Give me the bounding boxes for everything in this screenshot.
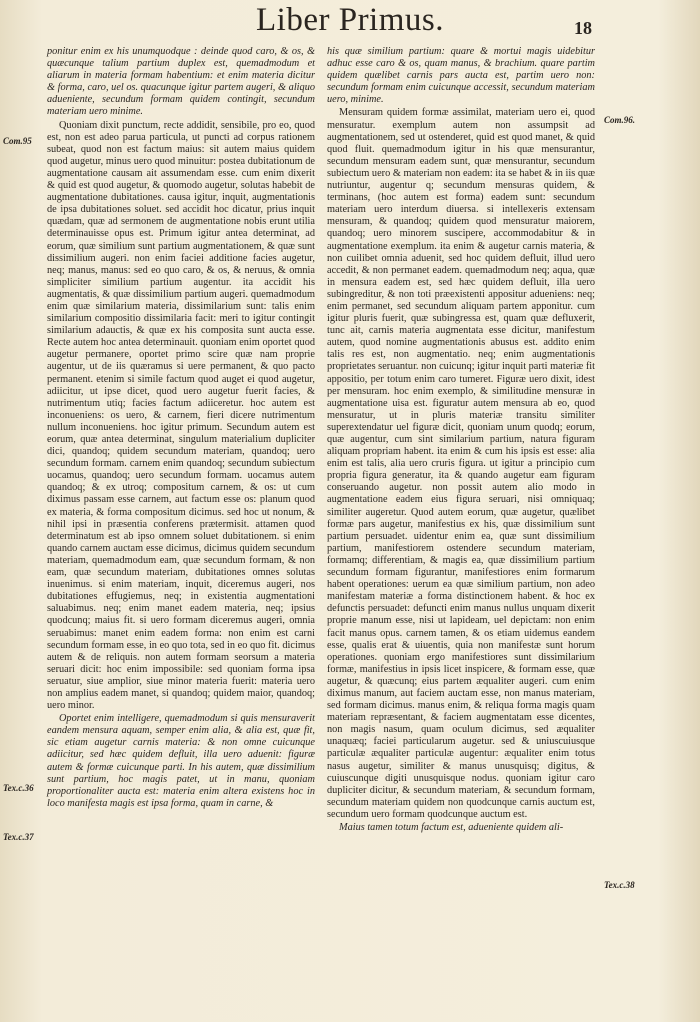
page-title: Liber Primus.: [256, 2, 444, 38]
margin-note-tex38: Tex.c.38: [604, 880, 635, 890]
margin-note-tex36: Tex.c.36: [3, 783, 34, 793]
margin-note-tex37: Tex.c.37: [3, 832, 34, 842]
left-commentary-95: Quoniam dixit punctum, recte addidit, sensibile, pro eo, quod est, non est adeo parua particula, ut puncti ad corpus rationem subeat, quod non est factum maius: sit autem maius quidem quod augetur, minus uero quod minuitur: postea dubitationum de augmentatione causam ait assumendam esse. cum enim dixerit & quid est quod augetur, & quomodo augetur, solutas habebit de augmentatione dubitationes. causa igitur, inquit, augmentationis de ipsa dubitationes soluet. sed accidit hoc dicatur, prius inquit quædam, quæ ad sermonem de augmentatione nobis erunt utilia determinauisse opus est. Primum igitur antea determinat, ad eorum, quæ similium sunt partium augmentationem, & quæ sunt dissimilium augeri. non enim faciei additione facies augetur, neq; manus, manus: sed eo quo caro, & os, & neruus, & omnia simpliciter similium partium augentur. ita accidit his augmentatis, & quæ dissimilium partium augeri. quemadmodum enim quæ similarium materia, dissimilarium sunt: talis enim similarium compositio dissimilaria facit: meri to igitur contingit similarium adauctis, & quæ ex his composita sunt aucta esse. Recte autem hoc antea determinauit. quoniam enim oportet quod augetur permanere, oportet primo scire quæ nam proprie augentur, ut de iis quæramus si uere permanent, & quo pacto permanent. etenim si simile factum quod auget ei quod augetur, adiicitur, ut ipse dicet, quod uero augetur fuerit facies, & nutrimentum utiq; facies factum adiiceretur. hoc autem est inconueniens: os uero, & carnem, fieri dicere nutrimentum nullum inconueniens. hoc igitur primum. Secundum autem est eorum, quæ antea determinat, singulum materialium dupliciter dici, quandoq; quidem secundum materiam, quandoq; uero secundum formam. carnem enim quandoq; secundum subiectum uocamus, quandoq; uero secundum formam. uocamus autem quandoq; & ex utroq; compositum carnem, & os: ut cum diximus passam esse carnem, aut factum esse os: planum quod ex materia, & forma compositum dicimus. sed hoc ut nonum, & nihil ipsi in præsentia conferens prætermisit. attamen quod determinatum est ab ipso omnem soluet dubitationem. si enim quando carnem auctam esse dicimus, dicimus quidem secundum materiam, quemadmodum eam, quæ secundum formam, & non eam, quæ secundum materiam, dubitationes omnes solutas inuenimus. si enim materiam, inquit, diceremus augeri, nos dubitationes effugiemus, neq; in existentia augmentationi saluabimus. neq; enim manet eadem materia, neq; ipsius quodcunq; maius fit. si uero formam diceremus augeri, omnia seruabimus: manet enim eadem forma: non enim est carni secundum formam esse, in eo quo tota, sed in eo quo fit. dicimus autem & de reliquis. non autem formam seorsum a materia seruari dicit: hoc enim impossibile: sed quoniam forma ipsa seruatur, siue amplior, siue minor materia fuerit: materia uero non amplius eadem manet, si quandoq; quidem maior, quandoq; uero minor.: [47, 119, 315, 712]
margin-note-com96: Com.96.: [604, 115, 636, 125]
right-commentary-96: Mensuram quidem formæ assimilat, materiam uero ei, quod mensuratur. exemplum autem non assumpsit ad augmentationem, sed ut ostenderet, quid est quod manet, & quid quod fluit. quemadmodum igitur in his quæ mensurantur, secundum mensuram eadem sunt, quæ mensurantur, secundum subiectum uero & materiam non eadem: ita se habet & in iis quæ nutriuntur, augentur q; secundum mensuras quidem, & terminans, (hoc autem est forma) eadem sunt: secundum materiam uero interdum diuersa. si intellexeris extensam mensuram, & quandoq; quidem quod mensuratur maiorem, quandoq; uero minorem suscipere, accommodabitur & in augmentatione exemplum. ita enim & augetur carnis materia, & non cuilibet omnia aduenit, sed hoc quidem defluit, illud uero accedit, & non permanet eadem. quemadmodum neq; aqua, quæ in mensura eadem est, sed hæc quidem defluit, illa uero subingreditur, & non toti præexistenti appositur adueniens: neq; enim permanet, sed secundum aliquam partem apponitur. cum igitur pluris fuerit, quæ subingressa est, quam quæ defluxerit, tunc ait, carnis materia augmentata esse dicitur, manifestum autem, quod nomine augmentationis abusus est. addito enim talis res est, non augmentatio. neq; enim augmentationis proprietates seruantur. non cuicunq; igitur inquit parti materiæ fit appositio, per totum enim caro tumeret. Figuræ uero dixit, idest per mensuram. hoc enim exemplo, & similitudine mensuræ in augmentatione uisa est. figuratur autem mensura ab eo, quod mensuratur, ut in pluris materiæ transitu similiter superextendatur uel figuræ dicit, quoniam unum quodq; eorum, quæ augentur, cum sint similarium partium, natura figuram aliquam propriam habent. ita enim & cum his ipsis est esse: alia enim est talis, alia uero cruris figura. ut igitur a principio cum propria figura generatur, ita & quando augetur eam figuram conseruando augetur. non possit autem alio modo in augmentatione eadem eius figura seruari, nisi omniquaq; similiter augeretur. Quod autem eorum, quæ augetur, quælibet formæ pars augetur, manifestius ex his, quæ dissimilium sunt partium persuadet. uidentur enim ea, quæ sunt dissimilium partium, manifestiorem ostendere secundum materiam, formamq; differentiam, & magis ea, quæ dissimilium partium secundum formam figurantur, manifestiores enim formarum habent operationes: uerum ea quæ similium partium, non adeo manifestam materiæ a forma distinctionem habent. & hoc ex defunctis persuadet: defuncti enim manus nullus unquam dixerit proprie manum esse, nisi ut lapideam, uel depictam: non enim facit manus opus. carnem tamen, & os etiam uidemus eandem esse, qualis erat & uiuentis, quia non manifestæ sunt horum operationes. quoniam ergo manifestiores sunt dissimilarium formæ, manifestius in ipsis licet inspicere, & formam esse, quæ augetur, & quæcunq; eius partem æqualiter augeri. cum enim diximus manum, aut faciem auctam esse, non manus materiam, sed formam dicimus. manus enim, & reliqua forma magis quam materiam repræsentant, & faciem augmentatam esse dicentes, non magis nasum, quam oculum dicimus, sed æqualiter unaquæq; faciei particularum augetur. sed & uniuscuiusque particulæ æqualiter particulæ augentur: æqualiter enim totus nasus augetur, similiter & manus unusquisq; digitus, & cuiuscunque digiti unusquisque nodus. quoniam igitur caro dupliciter dicitur, & secundum materiam, & secundum formam, secundum materiam quidem non quodcunque carnis auctum est, secundum uero formam quodcunque auctum est.: [327, 107, 595, 820]
right-text-quote-continued: his quæ similium partium: quare & mortui magis uidebitur adhuc esse caro & os, quam manus, & brachium. quare partim quidem quælibet carnis pars aucta est, partim uero non: secundum formam enim cuicunque accessit, secundum materiam uero, minime.: [327, 46, 595, 106]
left-text-quote-36: Oportet enim intelligere, quemadmodum si quis mensuraverit eandem mensura aquam, semper enim alia, & alia est, quæ fit, sic etiam augetur carnis materia: & non omne cuicunque adiicitur, sed hæc quidem defluit, illa uero aduenit: figuræ autem & formæ cuicunque parti. In his autem, quæ dissimilium sunt partium, hoc magis patet, ut in manu, quoniam proportionaliter aucta est: materia enim altera existens hoc in loco manifesta magis est ipsa forma, quam in carne, &: [47, 713, 315, 809]
right-column: [327, 46, 595, 834]
left-column: [47, 46, 315, 810]
left-text-quote-1: ponitur enim ex his unumquodque : deinde quod caro, & os, & quæcunque talium partium duplex est, quemadmodum et aliarum in materia formam habentium: et enim materia dicitur & forma, caro, uel os. quacunque igitur partem augeri, & aliquo adueniente, secundum formam quidem contingit, secundum materiam uero minime.: [47, 46, 315, 118]
margin-note-com95: Com.95: [3, 136, 32, 146]
right-text-quote-38: Maius tamen totum factum est, adueniente quidem ali-: [339, 822, 564, 833]
page-number: 18: [574, 18, 592, 38]
page-header: [0, 0, 700, 44]
